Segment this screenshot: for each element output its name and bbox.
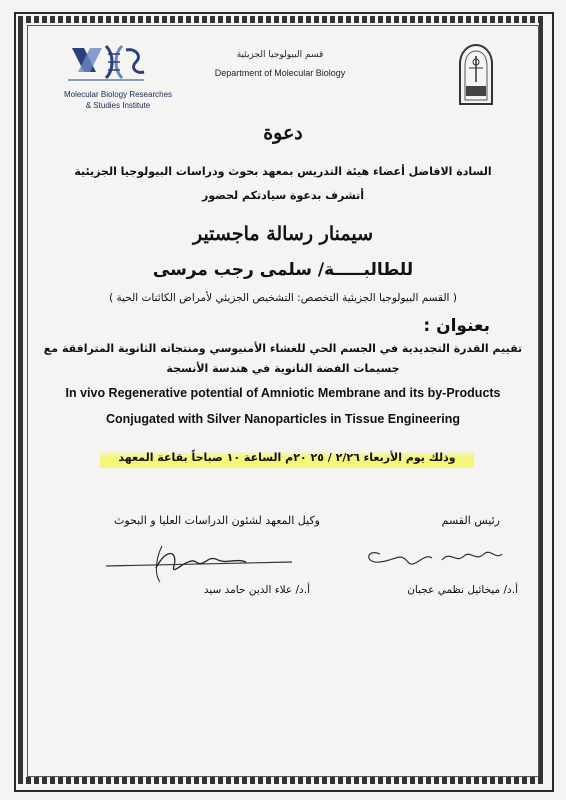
signature-name-department-head: أ.د/ ميخائيل نظمي عجبان [407, 584, 518, 596]
thesis-title-english-line-2: Conjugated with Silver Nanoparticles in Tissue Engineering [105, 412, 460, 426]
seminar-type: سيمنار رسالة ماجستير [192, 223, 374, 245]
invitation-title: دعوة [263, 122, 303, 144]
department-specialization: ( القسم البيولوجيا الجزيئية التخصص: التشخيص الجزيئي لأمراض الكائنات الحية ) [109, 292, 457, 304]
signature-title-vice-dean: وكيل المعهد لشئون الدراسات العليا و البحوث [113, 514, 320, 527]
mbrsi-dna-logo-icon [66, 42, 146, 84]
thesis-title-arabic-line-2: جسيمات الفضة النانوية في هندسة الأنسجة [166, 362, 400, 375]
entitled-label: : بعنوان [423, 316, 490, 336]
invitation-line: أتشرف بدعوة سيادتكم لحضور [202, 189, 364, 202]
assiut-university-seal-icon [456, 42, 496, 108]
department-name-english: Department of Molecular Biology [214, 68, 346, 78]
university-logo [456, 42, 496, 108]
department-name-arabic: قسم البيولوجيا الجزيئية [236, 50, 324, 60]
institute-name-line-2: & Studies Institute [85, 101, 151, 110]
institute-logo [58, 40, 178, 120]
signature-name-vice-dean: أ.د/ علاء الدين حامد سيد [203, 584, 310, 596]
thesis-title-english-line-1: In vivo Regenerative potential of Amniotic Membrane and its by-Products [65, 386, 501, 400]
date-time-venue: وذلك يوم الأربعاء ٢/٢٦ / ٢٥ ٢٠م الساعة ١٠ صباحاً بقاعة المعهد [100, 451, 474, 468]
institute-name-line-1: Molecular Biology Researches [63, 90, 173, 99]
signature-title-department-head: رئيس القسم [441, 514, 500, 527]
student-name: للطالبـــــة/ سلمى رجب مرسى [152, 260, 414, 280]
department-head-signature [360, 540, 520, 580]
addressee-line: السادة الافاضل أعضاء هيئة التدريس بمعهد بحوث ودراسات البيولوجيا الجزيئية [74, 165, 492, 178]
thesis-title-arabic-line-1: تقييم القدرة التجديدية في الجسم الحي للغشاء الأمنيوسي ومنتجاته الثانوية المترافقة مع [43, 342, 523, 355]
